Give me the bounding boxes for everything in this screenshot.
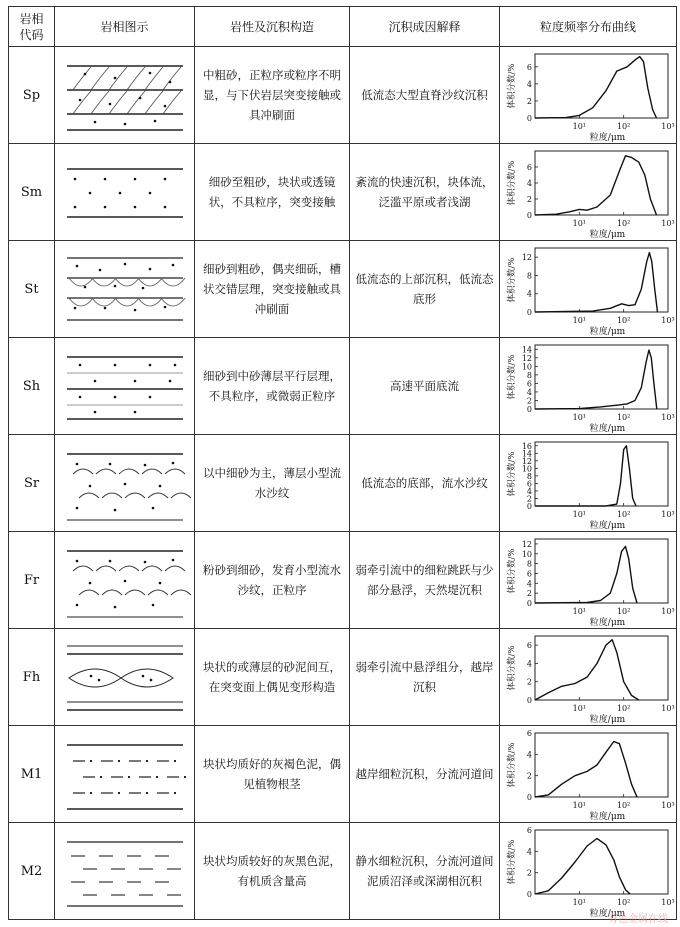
y-tick-label: 6 xyxy=(526,479,532,489)
x-tick-label: 10³ xyxy=(661,316,675,325)
facies-row xyxy=(9,144,677,241)
lithofacies-pattern xyxy=(55,824,193,918)
depositional-interpretation: 低流态的底部，流水沙纹 xyxy=(350,435,500,532)
header-curve: 粒度频率分布曲线 xyxy=(500,7,677,47)
y-tick-label: 4 xyxy=(526,486,532,496)
grain-size-chart xyxy=(500,48,675,142)
y-tick-label: 0 xyxy=(526,308,532,317)
grain-size-chart xyxy=(500,145,675,239)
y-tick-label: 0 xyxy=(526,696,532,705)
x-tick-label: 10³ xyxy=(661,801,675,810)
frequency-curve xyxy=(535,253,658,312)
grain-size-chart xyxy=(500,242,675,336)
y-tick-label: 0 xyxy=(526,599,532,608)
facies-code: M2 xyxy=(9,823,55,920)
facies-code: M1 xyxy=(9,726,55,823)
y-tick-label: 14 xyxy=(521,345,532,355)
x-axis-label: 粒度/μm xyxy=(589,521,626,530)
lithology-description: 细砂到粗砂，偶夹细砾，槽状交错层理，突变接触或具冲刷面 xyxy=(195,241,350,338)
x-tick-label: 10³ xyxy=(661,219,675,228)
header-interpretation: 沉积成因解释 xyxy=(350,7,500,47)
lithology-description: 块状的或薄层的砂泥间互，在突变面上偶见变形构造 xyxy=(195,629,350,726)
y-tick-label: 2 xyxy=(526,396,532,406)
watermark: 有色金属在线 xyxy=(608,914,668,925)
grain-size-curve xyxy=(500,629,677,726)
y-tick-label: 0 xyxy=(526,405,532,414)
y-tick-label: 0 xyxy=(526,793,532,802)
x-tick-label: 10¹ xyxy=(572,898,587,907)
y-tick-label: 6 xyxy=(526,379,532,389)
lithofacies-pattern xyxy=(55,242,193,336)
y-tick-label: 2 xyxy=(526,868,532,878)
x-tick-label: 10² xyxy=(616,413,631,422)
depositional-interpretation: 静水细粒沉积，分流河道间泥质沼泽或深湖相沉积 xyxy=(350,823,500,920)
x-tick-label: 10³ xyxy=(661,413,675,422)
lithofacies-pattern xyxy=(55,533,193,627)
grain-size-curve xyxy=(500,726,677,823)
x-tick-label: 10³ xyxy=(661,510,675,519)
x-axis-label: 粒度/μm xyxy=(589,715,626,724)
grain-size-chart xyxy=(500,339,675,433)
x-tick-label: 10¹ xyxy=(572,122,587,131)
x-axis-label: 粒度/μm xyxy=(589,424,626,433)
grain-size-curve xyxy=(500,338,677,435)
x-tick-label: 10² xyxy=(616,122,631,131)
x-tick-label: 10² xyxy=(616,801,631,810)
facies-code: Sh xyxy=(9,338,55,435)
lithofacies-pattern xyxy=(55,630,193,724)
y-axis-label: 体积分数/% xyxy=(507,839,517,885)
lithology-description: 以中细砂为主，薄层小型流水沙纹 xyxy=(195,435,350,532)
facies-row xyxy=(9,338,677,435)
grain-size-curve xyxy=(500,823,677,920)
y-tick-label: 4 xyxy=(526,179,532,188)
x-tick-label: 10¹ xyxy=(572,510,587,519)
lithology-description: 中粗砂，正粒序或粒序不明显，与下伏岩层突变接触或具冲刷面 xyxy=(195,47,350,144)
y-tick-label: 4 xyxy=(526,659,532,669)
y-tick-label: 2 xyxy=(526,96,532,106)
facies-code: Fh xyxy=(9,629,55,726)
frequency-curve xyxy=(535,156,657,215)
x-tick-label: 10¹ xyxy=(572,704,587,713)
x-tick-label: 10² xyxy=(616,219,631,228)
y-tick-label: 16 xyxy=(521,441,532,451)
y-axis-label: 体积分数/% xyxy=(507,63,517,109)
y-tick-label: 10 xyxy=(521,362,532,372)
facies-sketch xyxy=(55,823,195,920)
y-tick-label: 0 xyxy=(526,502,532,511)
facies-row xyxy=(9,241,677,338)
grain-size-chart xyxy=(500,824,675,918)
y-tick-label: 8 xyxy=(526,370,532,380)
depositional-interpretation: 低流态大型直脊沙纹沉积 xyxy=(350,47,500,144)
y-tick-label: 2 xyxy=(526,771,532,781)
y-tick-label: 2 xyxy=(526,494,532,504)
frequency-curve xyxy=(535,546,637,603)
facies-row xyxy=(9,629,677,726)
x-axis-label: 粒度/μm xyxy=(589,327,626,336)
facies-table xyxy=(8,6,677,920)
x-axis-label: 粒度/μm xyxy=(589,230,626,239)
x-tick-label: 10¹ xyxy=(572,316,587,325)
facies-sketch xyxy=(55,726,195,823)
y-axis-label: 体积分数/% xyxy=(507,354,517,400)
header-image: 岩相图示 xyxy=(55,7,195,47)
x-axis-label: 粒度/μm xyxy=(589,812,626,821)
facies-row xyxy=(9,435,677,532)
grain-size-chart xyxy=(500,436,675,530)
y-tick-label: 12 xyxy=(521,456,532,466)
facies-row xyxy=(9,47,677,144)
grain-size-curve xyxy=(500,532,677,629)
x-tick-label: 10² xyxy=(616,510,631,519)
depositional-interpretation: 紊流的快速沉积，块体流，泛滥平原或者浅湖 xyxy=(350,144,500,241)
x-axis-label: 粒度/μm xyxy=(589,909,626,918)
facies-code: Sm xyxy=(9,144,55,241)
y-tick-label: 6 xyxy=(526,641,532,651)
facies-row xyxy=(9,532,677,629)
facies-sketch xyxy=(55,629,195,726)
facies-code: Fr xyxy=(9,532,55,629)
frequency-curve xyxy=(535,640,639,700)
x-tick-label: 10³ xyxy=(661,122,675,131)
lithofacies-pattern xyxy=(55,339,193,433)
y-axis-label: 体积分数/% xyxy=(507,645,517,691)
depositional-interpretation: 弱牵引流中的细粒跳跃与少部分悬浮，天然堤沉积 xyxy=(350,532,500,629)
y-tick-label: 0 xyxy=(526,890,532,899)
y-tick-label: 4 xyxy=(526,387,532,397)
y-tick-label: 12 xyxy=(521,539,532,549)
x-tick-label: 10³ xyxy=(661,607,675,616)
y-tick-label: 10 xyxy=(521,464,532,474)
x-axis-label: 粒度/μm xyxy=(589,133,626,142)
y-tick-label: 2 xyxy=(526,677,532,687)
y-tick-label: 6 xyxy=(526,826,532,835)
lithofacies-pattern xyxy=(55,436,193,530)
x-axis-label: 粒度/μm xyxy=(589,618,626,627)
grain-size-curve xyxy=(500,241,677,338)
y-tick-label: 8 xyxy=(526,471,532,481)
lithofacies-pattern xyxy=(55,145,193,239)
x-tick-label: 10² xyxy=(616,607,631,616)
y-tick-label: 6 xyxy=(526,163,532,172)
grain-size-curve xyxy=(500,144,677,241)
y-tick-label: 4 xyxy=(526,579,532,589)
grain-size-chart xyxy=(500,727,675,821)
frequency-curve xyxy=(535,350,657,409)
y-tick-label: 4 xyxy=(526,79,532,89)
lithofacies-pattern xyxy=(55,48,193,142)
depositional-interpretation: 低流态的上部沉积，低流态底形 xyxy=(350,241,500,338)
facies-sketch xyxy=(55,47,195,144)
y-tick-label: 6 xyxy=(526,569,532,579)
frequency-curve xyxy=(535,57,657,118)
lithology-description: 细砂至粗砂，块状或透镜状，不具粒序，突变接触 xyxy=(195,144,350,241)
y-tick-label: 0 xyxy=(526,211,532,220)
facies-code: Sp xyxy=(9,47,55,144)
lithology-description: 块状均质好的灰褐色泥，偶见植物根茎 xyxy=(195,726,350,823)
header-lithology: 岩性及沉积构造 xyxy=(195,7,350,47)
grain-size-chart xyxy=(500,533,675,627)
depositional-interpretation: 越岸细粒沉积，分流河道间 xyxy=(350,726,500,823)
lithology-description: 块状均质较好的灰黑色泥，有机质含量高 xyxy=(195,823,350,920)
depositional-interpretation: 高速平面底流 xyxy=(350,338,500,435)
facies-row xyxy=(9,823,677,920)
facies-row xyxy=(9,726,677,823)
y-tick-label: 4 xyxy=(526,750,532,760)
y-axis-label: 体积分数/% xyxy=(507,451,517,497)
x-tick-label: 10³ xyxy=(661,898,675,907)
y-tick-label: 6 xyxy=(526,62,532,72)
facies-sketch xyxy=(55,532,195,629)
facies-code: St xyxy=(9,241,55,338)
header-row xyxy=(9,7,677,47)
lithofacies-pattern xyxy=(55,727,193,821)
depositional-interpretation: 弱牵引流中悬浮组分，越岸沉积 xyxy=(350,629,500,726)
frequency-curve xyxy=(535,839,630,895)
frequency-curve xyxy=(535,446,636,506)
lithology-description: 细砂到中砂薄层平行层理，不具粒序，或微弱正粒序 xyxy=(195,338,350,435)
y-axis-label: 体积分数/% xyxy=(507,548,517,594)
x-tick-label: 10² xyxy=(616,898,631,907)
grain-size-curve xyxy=(500,435,677,532)
y-tick-label: 12 xyxy=(521,353,532,363)
y-tick-label: 8 xyxy=(526,559,532,569)
x-tick-label: 10¹ xyxy=(572,219,587,228)
x-tick-label: 10² xyxy=(616,316,631,325)
y-tick-label: 0 xyxy=(526,114,532,123)
y-tick-label: 10 xyxy=(521,549,532,559)
y-axis-label: 体积分数/% xyxy=(507,742,517,788)
header-code: 岩相 代码 xyxy=(9,7,55,47)
grain-size-chart xyxy=(500,630,675,724)
x-tick-label: 10¹ xyxy=(572,801,587,810)
y-axis-label: 体积分数/% xyxy=(507,160,517,206)
facies-sketch xyxy=(55,144,195,241)
y-tick-label: 4 xyxy=(526,847,532,857)
y-tick-label: 14 xyxy=(521,449,532,459)
grain-size-curve xyxy=(500,47,677,144)
facies-sketch xyxy=(55,338,195,435)
x-tick-label: 10² xyxy=(616,704,631,713)
x-tick-label: 10³ xyxy=(661,704,675,713)
x-tick-label: 10¹ xyxy=(572,413,587,422)
y-tick-label: 4 xyxy=(526,289,532,299)
facies-sketch xyxy=(55,435,195,532)
y-tick-label: 6 xyxy=(526,729,532,738)
facies-code: Sr xyxy=(9,435,55,532)
y-tick-label: 12 xyxy=(521,253,532,263)
y-tick-label: 8 xyxy=(526,271,532,281)
y-tick-label: 2 xyxy=(526,195,532,204)
facies-sketch xyxy=(55,241,195,338)
y-tick-label: 2 xyxy=(526,589,532,599)
x-tick-label: 10¹ xyxy=(572,607,587,616)
frequency-curve xyxy=(535,742,637,798)
lithology-description: 粉砂到细砂，发育小型流水沙纹，正粒序 xyxy=(195,532,350,629)
y-axis-label: 体积分数/% xyxy=(507,257,517,303)
